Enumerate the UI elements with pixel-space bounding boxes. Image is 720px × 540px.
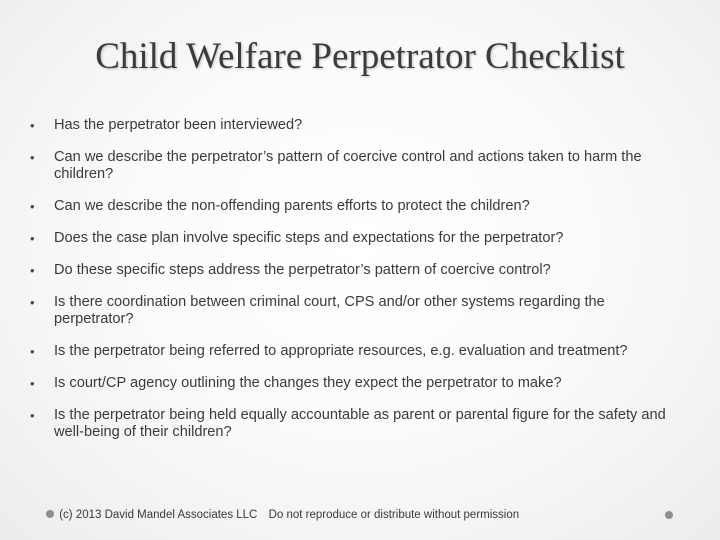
checklist-item-text: Is the perpetrator being referred to appropriate resources, e.g. evaluation and treatment? [54, 343, 628, 359]
checklist-item-text: Can we describe the perpetrator’s pattern of coercive control and actions taken to harm the children? [54, 149, 642, 182]
checklist-item [30, 149, 685, 183]
footer-dot-icon [46, 510, 54, 518]
bullet-icon: • [30, 231, 35, 246]
checklist-item-text: Has the perpetrator been interviewed? [54, 117, 303, 133]
checklist-item [30, 262, 685, 279]
checklist-item-text: Do these specific steps address the perpetrator’s pattern of coercive control? [54, 262, 551, 278]
checklist-item-text: Is court/CP agency outlining the changes they expect the perpetrator to make? [54, 375, 562, 391]
checklist-item [30, 375, 685, 392]
checklist-item [30, 117, 685, 134]
checklist-item-text: Is there coordination between criminal court, CPS and/or other systems regarding the perpetrator? [54, 294, 605, 327]
bullet-icon: • [30, 376, 35, 391]
bullet-icon: • [30, 263, 35, 278]
slide-footer [46, 507, 519, 523]
footer-copyright: (c) 2013 David Mandel Associates LLC [59, 509, 258, 521]
checklist [30, 117, 685, 456]
checklist-item [30, 198, 685, 215]
checklist-item [30, 407, 685, 441]
checklist-item-text: Does the case plan involve specific steps and expectations for the perpetrator? [54, 230, 564, 246]
checklist-item-text: Is the perpetrator being held equally accountable as parent or parental figure for the safety and well-being of their children? [54, 407, 666, 440]
bullet-icon: • [30, 150, 35, 165]
checklist-item [30, 343, 685, 360]
checklist-item-text: Can we describe the non-offending parents efforts to protect the children? [54, 198, 530, 214]
bullet-icon: • [30, 118, 35, 133]
footer-notice: Do not reproduce or distribute without permission [268, 509, 520, 521]
bullet-icon: • [30, 199, 35, 214]
corner-dot-icon [665, 511, 673, 519]
bullet-icon: • [30, 295, 35, 310]
bullet-icon: • [30, 344, 35, 359]
checklist-item [30, 230, 685, 247]
checklist-item [30, 294, 685, 328]
slide-title: Child Welfare Perpetrator Checklist [95, 36, 625, 77]
bullet-icon: • [30, 408, 35, 423]
